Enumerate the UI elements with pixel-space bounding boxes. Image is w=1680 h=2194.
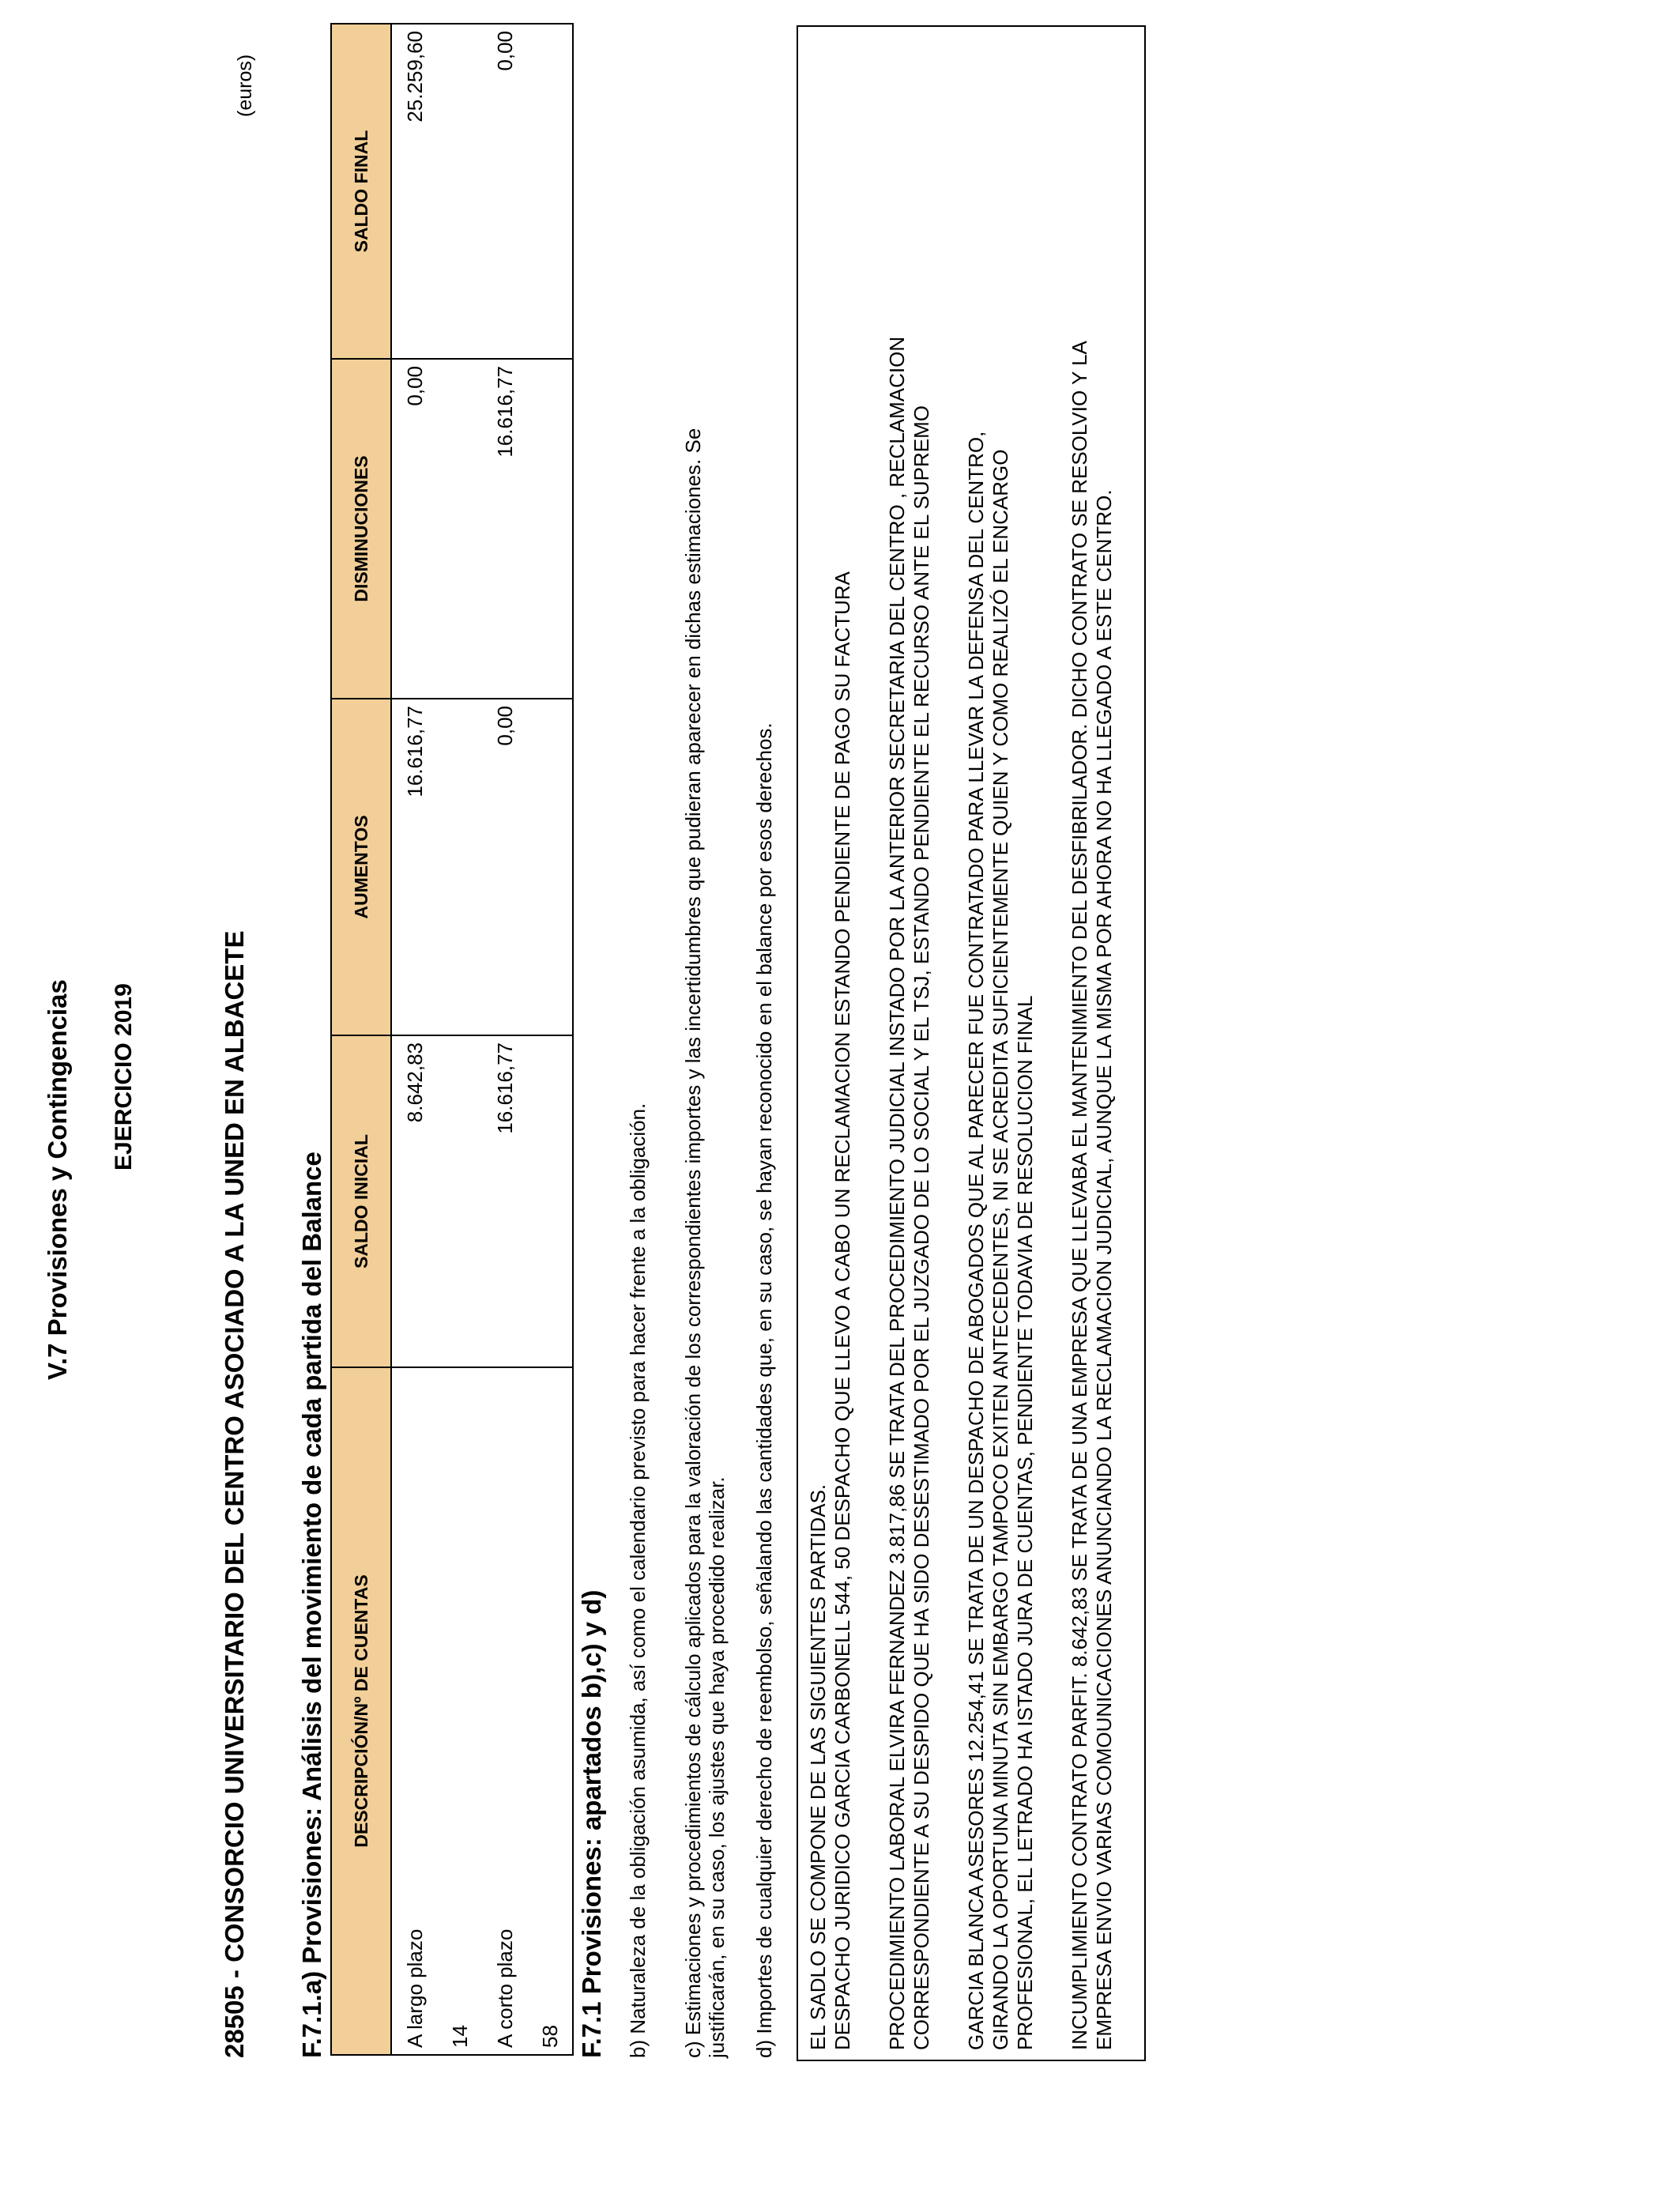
cell-saldo-inicial: 8.642,83: [391, 1035, 482, 1367]
col-header-saldo-final: SALDO FINAL: [331, 24, 391, 359]
note-line: EL SADLO SE COMPONE DE LAS SIGUIENTES PARTIDAS.: [806, 1483, 830, 2050]
row-account: 58: [538, 2025, 562, 2048]
currency-note: (euros): [234, 54, 256, 117]
table-header-row: [331, 24, 391, 2055]
paragraph-d: d) Importes de cualquier derecho de reembolso, señalando las cantidades que, en su caso, se hayan reconocido en el balance por esos derechos.: [752, 722, 776, 2058]
note-line: CORRESPONDIENTE A SU DESPIDO QUE HA SIDO DESESTIMADO POR EL JUZGADO DE LO SOCIAL Y EL TSJ, ESTANDO PENDIENTE EL RECURSO ANTE EL SUPREMO: [910, 405, 933, 2050]
section-b-title: F.7.1 Provisiones: apartados b),c) y d): [577, 1589, 606, 2058]
cell-disminuciones: 0,00: [391, 359, 482, 699]
page-title: V.7 Provisiones y Contingencias: [43, 979, 72, 1380]
exercise-year: EJERCICIO 2019: [111, 983, 137, 1171]
cell-saldo-inicial: 16.616,77: [482, 1035, 573, 1367]
paragraph-b: b) Naturaleza de la obligación asumida, así como el calendario previsto para hacer frente a la obligación.: [626, 1103, 650, 2058]
note-line: INCUMPLIMIENTO CONTRATO PARFIT. 8.642,83 SE TRATA DE UNA EMPRESA QUE LLEVABA EL MANTENIMIENTO DEL DESFIBRILADOR. DICHO CONTRATO SE RESOLVIO Y LA: [1068, 341, 1091, 2050]
notes-box: [797, 25, 1146, 2061]
cell-disminuciones: 16.616,77: [482, 359, 573, 699]
table-row: [482, 24, 573, 2055]
note-line: DESPACHO JURIDICO GARCIA CARBONELL 544, 50 DESPACHO QUE LLEVO A CABO UN RECLAMACION ESTANDO PENDIENTE DE PAGO SU FACTURA: [831, 571, 854, 2050]
cell-aumentos: 16.616,77: [391, 699, 482, 1035]
row-description-cell: [391, 1367, 482, 2055]
note-line: GARCIA BLANCA ASESORES 12.254,41 SE TRATA DE UN DESPACHO DE ABOGADOS QUE AL PARECER FUE CONTRATADO PARA LLEVAR LA DEFENSA DEL CENTRO,: [964, 431, 988, 2050]
row-description-cell: [482, 1367, 573, 2055]
note-line: PROCEDIMIENTO LABORAL ELVIRA FERNANDEZ 3.817,86 SE TRATA DEL PROCEDIMIENTO JUDICIAL INSTADO POR LA ANTERIOR SECRETARIA DEL CENTRO , RECLAMACION: [885, 336, 909, 2050]
cell-aumentos: 0,00: [482, 699, 573, 1035]
row-account: 14: [448, 2025, 472, 2048]
note-line: EMPRESA ENVIO VARIAS COMOUNICACIONES ANUNCIANDO LA RECLAMACION JUDICIAL, AUNQUE LA MISMA POR AHORA NO HA LLEGADO A ESTE CENTRO.: [1092, 489, 1116, 2050]
paragraph-c-line: justificarán, en su caso, los ajustes que haya procedido realizar.: [705, 1476, 729, 2058]
table-row: [391, 24, 482, 2055]
col-header-description: DESCRIPCIÓN/Nº DE CUENTAS: [331, 1367, 391, 2055]
col-header-aumentos: AUMENTOS: [331, 699, 391, 1035]
cell-saldo-final: 0,00: [482, 24, 573, 359]
paragraph-c-line: c) Estimaciones y procedimientos de cálculo aplicados para la valoración de los correspondientes importes y las incertidumbres que pudieran aparecer en dichas estimaciones. Se: [681, 428, 705, 2058]
col-header-saldo-inicial: SALDO INICIAL: [331, 1035, 391, 1367]
row-description: A largo plazo: [403, 1928, 427, 2048]
provisions-table: [330, 23, 574, 2056]
note-line: GIRANDO LA OPORTUNA MINUTA SIN EMBARGO TAMPOCO EXITEN ANTECEDENTES, NI SE ACREDITA SUFICIENTEMENTE QUIEN Y COMO REALIZÓ EL ENCARGO: [989, 449, 1012, 2050]
entity-name: 28505 - CONSORCIO UNIVERSITARIO DEL CENTRO ASOCIADO A LA UNED EN ALBACETE: [220, 930, 249, 2058]
col-header-disminuciones: DISMINUCIONES: [331, 359, 391, 699]
cell-saldo-final: 25.259,60: [391, 24, 482, 359]
section-a-title: F.7.1.a) Provisiones: Análisis del movimiento de cada partida del Balance: [297, 1152, 326, 2058]
paragraph-c: [681, 35, 729, 2058]
note-line: PROFESIONAL, EL LETRADO HA ISTADO JURA DE CUENTAS, PENDIENTE TODAVIA DE RESOLUCION FINAL: [1013, 995, 1037, 2050]
row-description: A corto plazo: [493, 1928, 517, 2048]
